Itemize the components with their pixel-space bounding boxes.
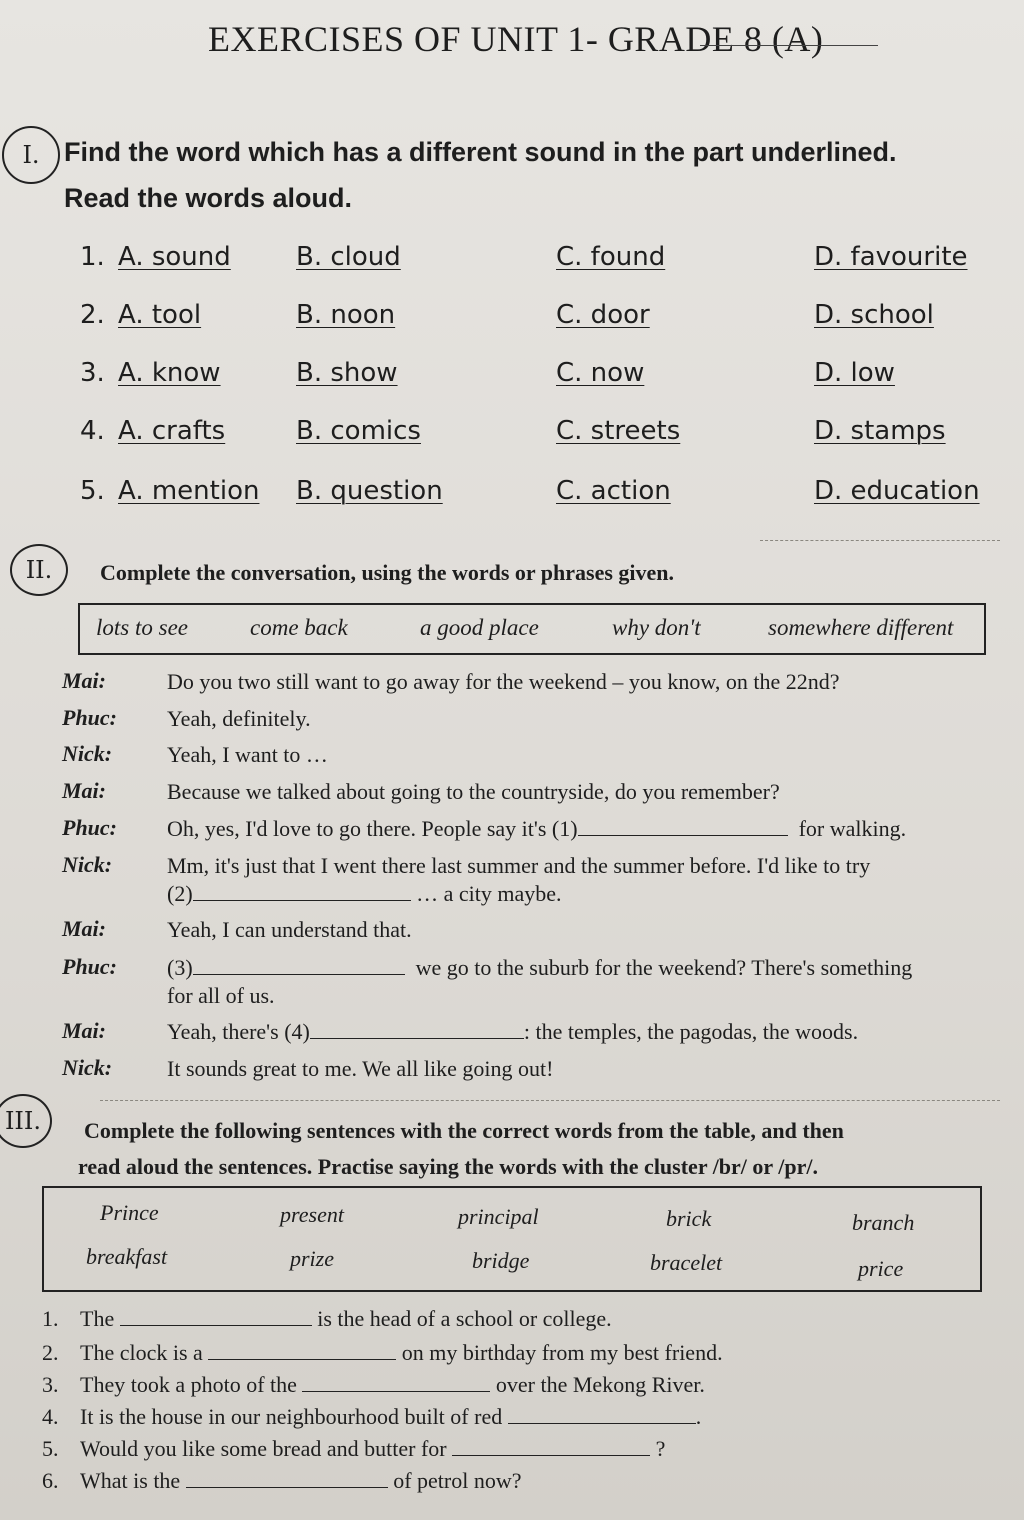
divider [100,1100,1000,1101]
word-bank-item: lots to see [96,615,188,640]
word-table [42,1186,982,1292]
sentence-number: 1. [42,1306,59,1331]
answer-blank-1[interactable] [578,817,788,836]
section3-roman-numeral: III. [0,1094,52,1148]
answer-blank[interactable] [208,1341,396,1360]
text-before-blank: It is the house in our neighbourhood built of red [80,1404,503,1429]
option-c: C. action [556,476,671,506]
sentence-number: 6. [42,1468,59,1493]
question-number: 3. [80,358,105,388]
speaker: Mai: [62,916,106,941]
sentence-item [42,1340,942,1366]
dialogue-text-line1: Mm, it's just that I went there last summer and the summer before. I'd like to try [167,853,871,878]
speaker: Nick: [62,1055,113,1080]
option-b: B. question [296,476,443,506]
question-row [80,416,980,456]
option-a: A. know [118,358,221,388]
text-before-blank: Oh, yes, I'd love to go there. People say it's (1) [167,816,578,841]
answer-blank[interactable] [120,1307,312,1326]
speaker: Mai: [62,668,106,693]
text-before-blank: Yeah, there's (4) [167,1019,310,1044]
section3-instruction-line2: read aloud the sentences. Practise saying the words with the cluster /br/ or /pr/. [78,1154,819,1179]
speaker: Phuc: [62,705,117,730]
section3-instruction-line1: Complete the following sentences with the correct words from the table, and then [84,1118,844,1143]
option-b: B. comics [296,416,421,446]
word-table-item: bridge [472,1248,530,1273]
speaker: Mai: [62,1018,106,1043]
word-bank [78,603,986,655]
word-table-item: price [858,1256,904,1281]
dialogue-text-line2: for all of us. [167,983,275,1008]
text-after-blank: on my birthday from my best friend. [401,1340,723,1365]
question-row [80,476,980,516]
word-table-item: breakfast [86,1244,168,1269]
dialogue-text: Yeah, definitely. [167,706,311,731]
question-row [80,300,980,340]
question-row [80,242,980,282]
section1-roman-numeral: I. [2,126,60,184]
answer-blank[interactable] [508,1405,696,1424]
sentence-item [42,1436,942,1462]
word-table-item: present [280,1202,344,1227]
speaker: Nick: [62,852,113,877]
sentence-item [42,1468,942,1494]
option-d: D. low [814,358,895,388]
text-before-blank: The [80,1306,115,1331]
question-number: 5. [80,476,105,506]
dialogue-text [167,815,999,843]
sentence-number: 4. [42,1404,59,1429]
option-b: B. show [296,358,398,388]
word-bank-item: come back [250,615,348,640]
section2-roman-numeral: II. [10,544,68,596]
answer-blank-4[interactable] [310,1020,524,1039]
option-a: A. mention [118,476,260,506]
speaker: Mai: [62,778,106,803]
answer-blank[interactable] [302,1373,490,1392]
question-number: 4. [80,416,105,446]
option-a: A. sound [118,242,231,272]
section1-instruction-line1: Find the word which has a different sound in the part underlined. [64,137,897,167]
option-c: C. streets [556,416,681,446]
dialogue-text: Do you two still want to go away for the weekend – you know, on the 22nd? [167,669,840,694]
text-after-blank: . [695,1404,702,1429]
question-number: 2. [80,300,105,330]
dialogue-text [167,852,999,908]
text-before-blank: What is the [80,1468,181,1493]
section1-instruction-line2: Read the words aloud. [64,183,353,213]
option-b: B. cloud [296,242,401,272]
option-d: D. favourite [814,242,968,272]
section2-instruction: Complete the conversation, using the words or phrases given. [100,560,675,585]
word-table-item: Prince [100,1200,159,1225]
text-after-blank: is the head of a school or college. [317,1306,612,1331]
text-after-blank: : the temples, the pagodas, the woods. [523,1019,859,1044]
word-table-item: brick [666,1206,712,1231]
word-table-item: bracelet [650,1250,723,1275]
dialogue-text [167,954,999,1010]
option-c: C. door [556,300,650,330]
speaker: Phuc: [62,954,117,979]
page-title: EXERCISES OF UNIT 1- GRADE 8 (A) [208,19,824,59]
word-table-item: principal [458,1204,539,1229]
word-bank-item: why don't [612,615,701,640]
word-table-item: prize [290,1246,334,1271]
option-c: C. found [556,242,666,272]
text-before-blank: (3) [167,955,193,980]
answer-blank-3[interactable] [193,956,405,975]
word-table-item: branch [852,1210,915,1235]
sentence-item [42,1306,942,1332]
text-before-blank: Would you like some bread and butter for [80,1436,447,1461]
text-after-blank: of petrol now? [393,1468,522,1493]
option-d: D. school [814,300,934,330]
answer-blank[interactable] [186,1469,388,1488]
text-after-blank: we go to the suburb for the weekend? There's something [415,955,913,980]
sentence-number: 2. [42,1340,59,1365]
sentence-number: 5. [42,1436,59,1461]
divider [760,540,1000,541]
speaker: Nick: [62,741,113,766]
text-after-blank: for walking. [798,816,907,841]
text-after-blank: ? [655,1436,666,1461]
option-c: C. now [556,358,645,388]
word-bank-item: a good place [420,615,539,640]
question-row [80,358,980,398]
option-b: B. noon [296,300,396,330]
question-number: 1. [80,242,105,272]
answer-blank-2[interactable] [193,882,411,901]
option-d: D. stamps [814,416,946,446]
option-a: A. tool [118,300,202,330]
dialogue-text: Because we talked about going to the countryside, do you remember? [167,779,780,804]
dialogue-text: It sounds great to me. We all like going out! [167,1056,554,1081]
text-before-blank: (2) [167,881,193,906]
speaker: Phuc: [62,815,117,840]
dialogue-text: Yeah, I want to … [167,742,328,767]
sentence-item [42,1404,942,1430]
option-a: A. crafts [118,416,226,446]
text-after-blank: … a city maybe. [416,881,562,906]
text-before-blank: The clock is a [80,1340,203,1365]
sentence-item [42,1372,942,1398]
dialogue-text [167,1018,999,1046]
sentence-number: 3. [42,1372,59,1397]
word-bank-item: somewhere different [768,615,954,640]
text-after-blank: over the Mekong River. [495,1372,705,1397]
title-rule [700,45,878,46]
option-d: D. education [814,476,980,506]
answer-blank[interactable] [452,1437,650,1456]
dialogue-text: Yeah, I can understand that. [167,917,412,942]
text-before-blank: They took a photo of the [80,1372,297,1397]
